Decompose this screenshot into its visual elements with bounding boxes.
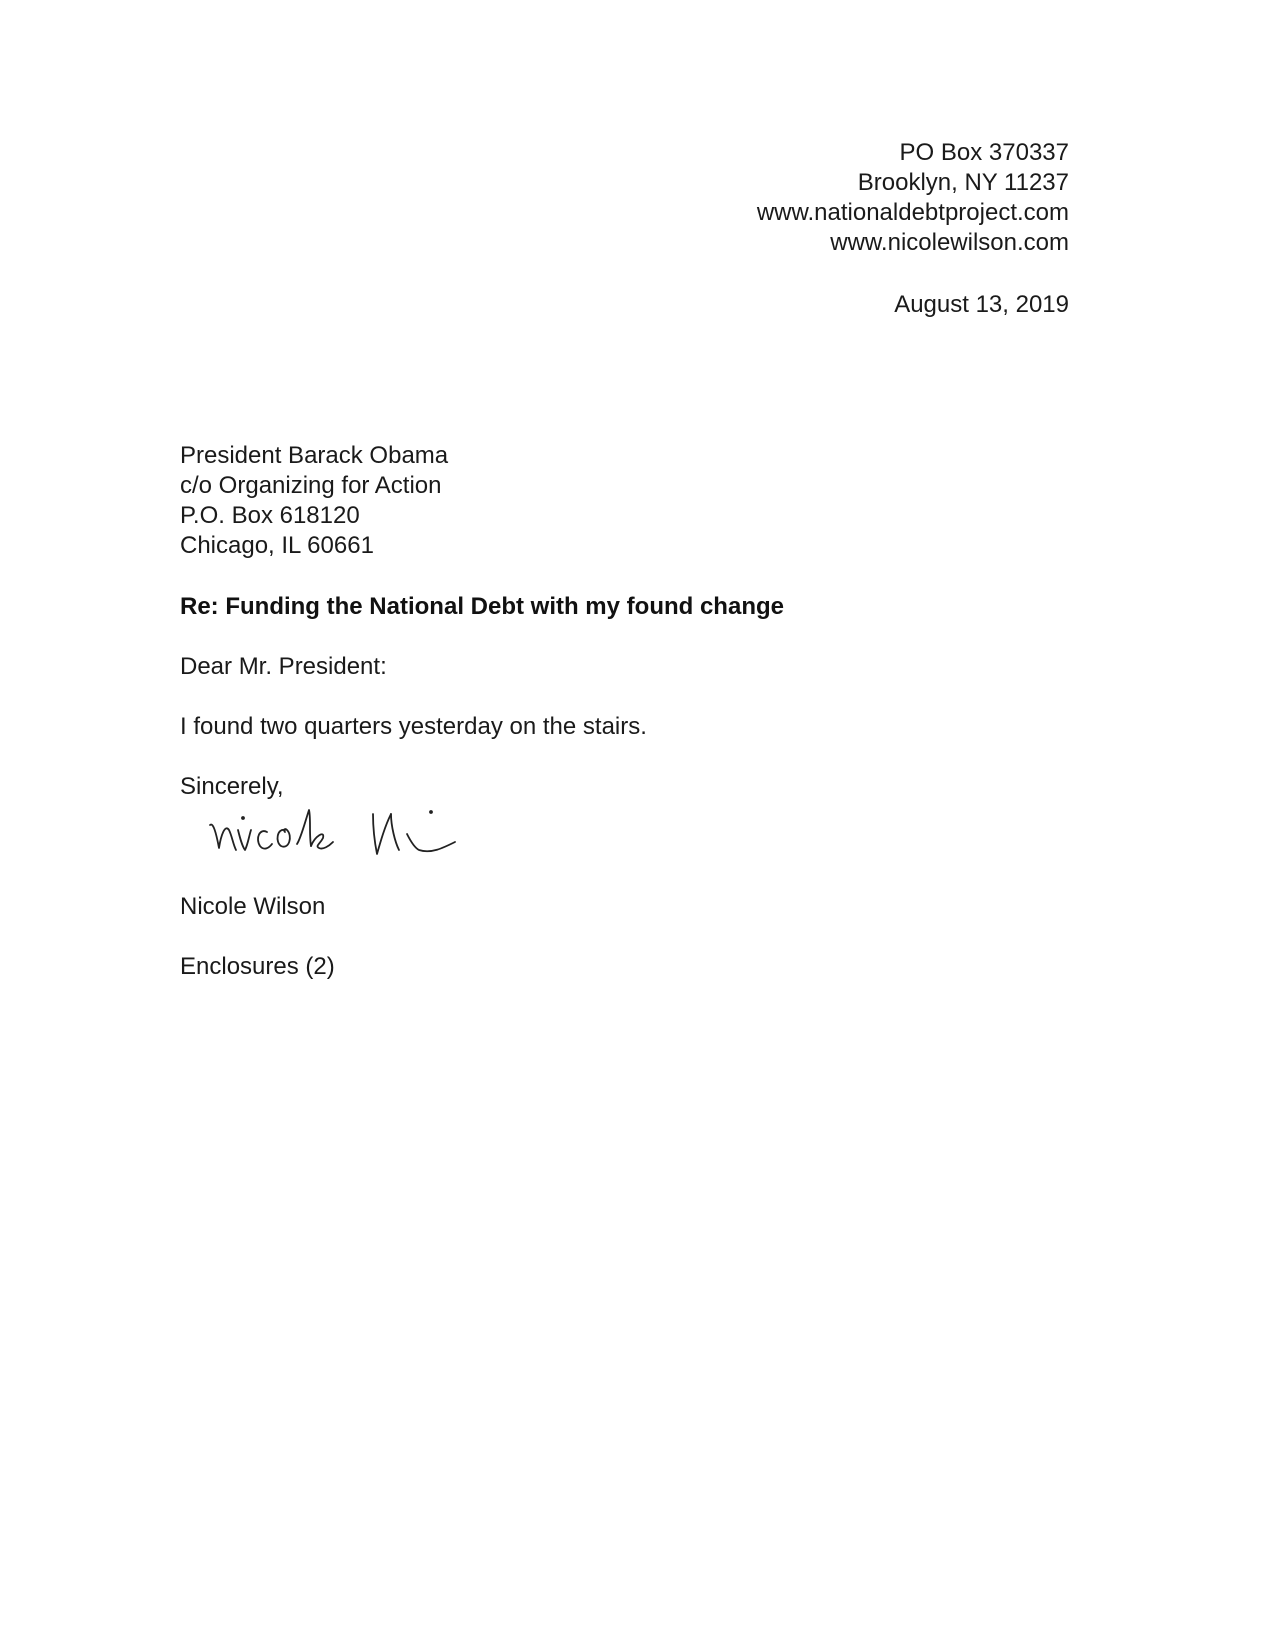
subject-line: Re: Funding the National Debt with my found change xyxy=(180,593,784,620)
sender-address-block xyxy=(757,138,1069,258)
sender-website-project: www.nationaldebtproject.com xyxy=(756,199,1069,226)
letter-body: I found two quarters yesterday on the stairs. xyxy=(180,713,647,740)
enclosures-note: Enclosures (2) xyxy=(180,953,335,980)
recipient-po-box: P.O. Box 618120 xyxy=(180,502,360,529)
signer-name: Nicole Wilson xyxy=(180,893,326,920)
closing: Sincerely, xyxy=(180,773,284,800)
sender-website-personal: www.nicolewilson.com xyxy=(830,229,1069,256)
salutation: Dear Mr. President: xyxy=(180,653,387,680)
letter-date: August 13, 2019 xyxy=(894,291,1069,318)
handwritten-signature xyxy=(205,800,495,880)
recipient-city-state: Chicago, IL 60661 xyxy=(180,532,374,559)
recipient-address-block xyxy=(180,441,448,561)
recipient-care-of: c/o Organizing for Action xyxy=(180,472,442,499)
recipient-name: President Barack Obama xyxy=(180,442,449,469)
sender-city-state: Brooklyn, NY 11237 xyxy=(857,169,1069,196)
sender-po-box: PO Box 370337 xyxy=(899,139,1069,166)
